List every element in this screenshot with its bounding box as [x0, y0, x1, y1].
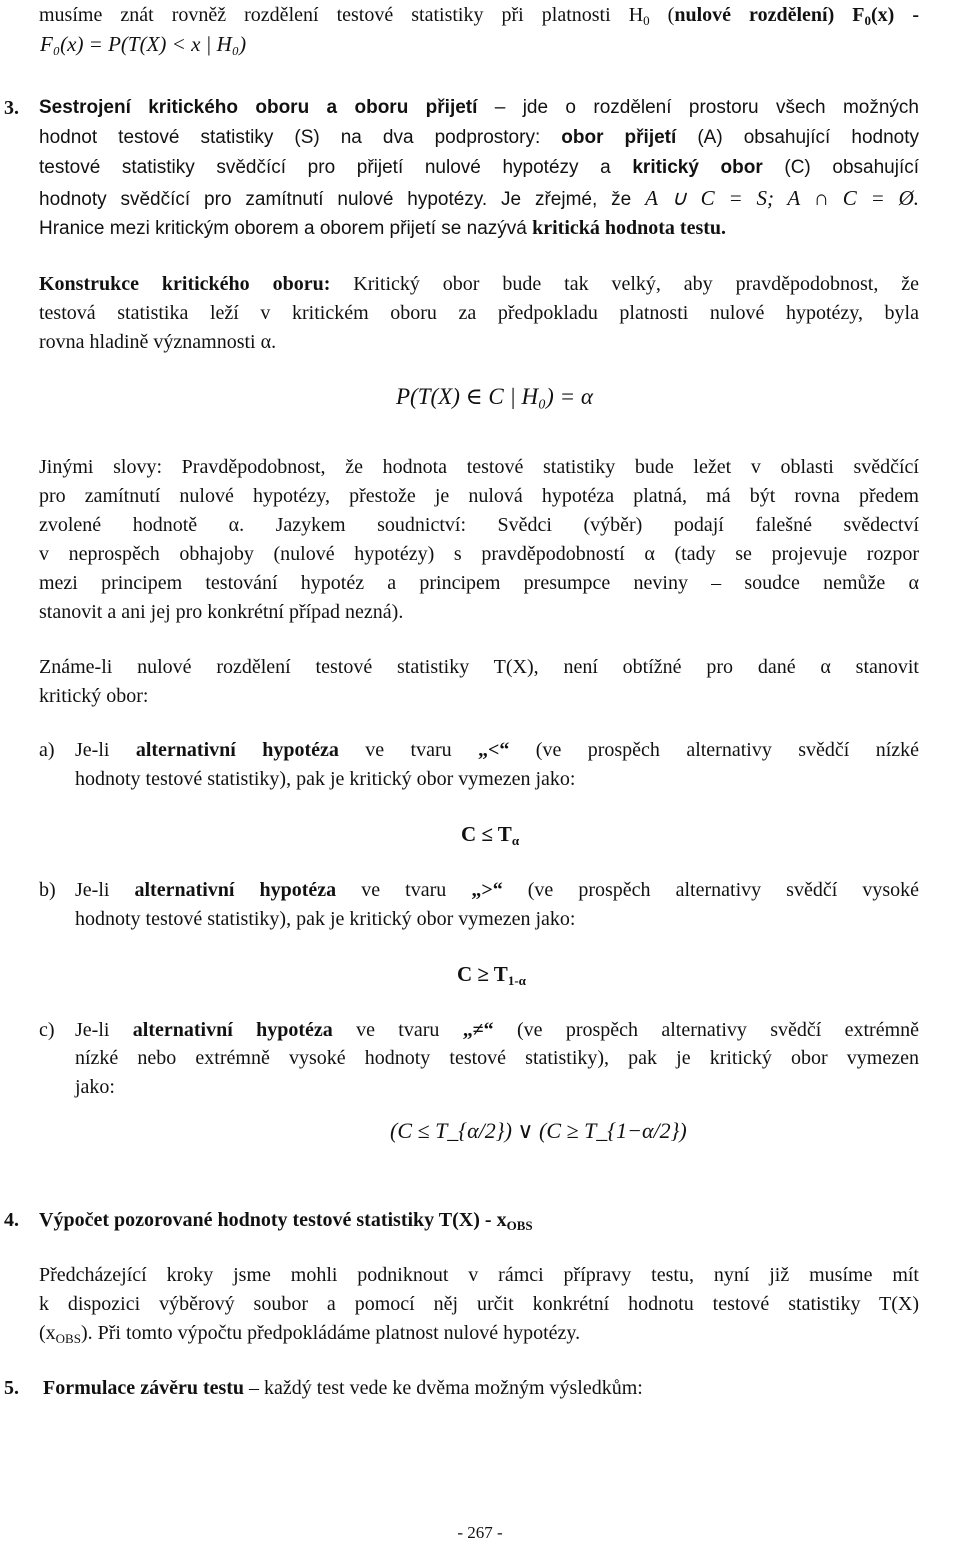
konstrukce-line-3: rovna hladině významnosti α.: [39, 331, 277, 353]
item-c-label: c): [39, 1019, 55, 1041]
jinymi-line-2: pro zamítnutí nulové hypotézy, přestože je nulová hypotéza platná, má být rovna předem: [39, 485, 919, 507]
jinymi-line-5: mezi principem testování hypotéz a principem presumpce neviny – soudce nemůže α: [39, 572, 919, 594]
item-c-line-1: Je-li alternativní hypotéza ve tvaru „≠“ (ve prospěch alternativy svědčí extrémně: [75, 1019, 920, 1041]
section-5-number: 5.: [4, 1377, 19, 1399]
critical-region-formula: P(T(X) ∈ C | H₀) = α: [396, 384, 593, 409]
section-4-line-3: $(x_{OBS})$. Při tomto výpočtu předpokládáme platnost nulové hypotézy.: [39, 1322, 581, 1346]
konstrukce-line-2: testová statistika leží v kritickém oboru za předpokladu platnosti nulové hypotézy, byla: [39, 302, 919, 324]
section-4-line-2: k dispozici výběrový soubor a pomocí něj určit konkrétní hodnotu testové statistiky T(X): [39, 1293, 919, 1315]
section-3-line-3: testové statistiky svědčící pro přijetí nulové hypotézy a kritický obor (C) obsahující: [39, 157, 919, 178]
item-b-formula: $C \ge T_{1-\alpha}$: [457, 962, 526, 988]
null-distribution-formula: F₀(x) = P(T(X) < x | H₀): [40, 32, 247, 56]
item-a-line-2: hodnoty testové statistiky), pak je kritický obor vymezen jako:: [75, 768, 576, 790]
jinymi-line-1: Jinými slovy: Pravděpodobnost, že hodnota testové statistiky bude ležet v oblasti svědčící: [39, 456, 919, 478]
zname-li-line-2: kritický obor:: [39, 685, 149, 707]
item-c-line-3: jako:: [75, 1076, 115, 1098]
jinymi-line-3: zvolené hodnotě α. Jazykem soudnictví: Svědci (výběr) podají falešné svědectví: [39, 514, 919, 536]
section-4-line-1: Předcházející kroky jsme mohli podniknout v rámci přípravy testu, nyní již musíme mít: [39, 1264, 919, 1286]
item-b-line-2: hodnoty testové statistiky), pak je kritický obor vymezen jako:: [75, 908, 576, 930]
jinymi-line-4: v neprospěch obhajoby (nulové hypotézy) s pravděpodobností α (tady se projevuje rozpor: [39, 543, 919, 565]
item-c-formula: (C ≤ T_{α/2}) ∨ (C ≥ T_{1−α/2}): [390, 1118, 687, 1143]
item-a-formula: $C \le T_\alpha$: [461, 822, 520, 848]
intro-line: musíme znát rovněž rozdělení testové statistiky při platnosti $H_0$ (nulové rozdělení) $F_0(x)$ -: [39, 4, 919, 28]
konstrukce-line-1: Konstrukce kritického oboru: Kritický obor bude tak velký, aby pravděpodobnost, že: [39, 273, 919, 295]
item-b-label: b): [39, 879, 56, 901]
section-3-line-2: hodnot testové statistiky (S) na dva podprostory: obor přijetí (A) obsahující hodnoty: [39, 127, 919, 148]
item-b-line-1: Je-li alternativní hypotéza ve tvaru „>“ (ve prospěch alternativy svědčí vysoké: [75, 879, 919, 901]
jinymi-line-6: stanovit a ani jej pro konkrétní případ nezná).: [39, 601, 404, 623]
section-4-title: Výpočet pozorované hodnoty testové statistiky $T(X) - x_{OBS}$: [39, 1209, 533, 1233]
item-a-line-1: Je-li alternativní hypotéza ve tvaru „<“ (ve prospěch alternativy svědčí nízké: [75, 739, 920, 761]
zname-li-line-1: Známe-li nulové rozdělení testové statistiky T(X), není obtížné pro dané α stanovit: [39, 656, 919, 678]
section-3-line-4: hodnoty svědčící pro zamítnutí nulové hypotézy. Je zřejmé, že A ∪ C = S; A ∩ C = Ø.: [39, 186, 919, 210]
section-3-line-5: Hranice mezi kritickým oborem a oborem přijetí se nazývá kritická hodnota testu.: [39, 217, 727, 239]
document-page: musíme znát rovněž rozdělení testové statistiky při platnosti $H_0$ (nulové rozdělení) $F_0(x)$ - F₀(x) = P(T(X) < x | H₀) 3. Sestrojení kritického oboru a oboru přijetí – jde o rozdělení prostoru všech možných hodnot testové statistiky (S) na dva podprostory: obor přijetí (A) obsahující hodnoty testové statistiky svědčící pro přijetí nulové hypotézy a kritický obor (C) obsahující hodnoty svědčící pro zamítnutí nulové hypotézy. Je zřejmé, že A ∪ C = S; A ∩ C = Ø. Hranice mezi kritickým oborem a oborem přijetí se nazývá kritická hodnota testu. Konstrukce kritického oboru: Kritický obor bude tak velký, aby pravděpodobnost, že testová statistika leží v kritickém oboru za předpokladu platnosti nulové hypotézy, byla rovna hladině významnosti α. P(T(X) ∈ C | H₀) = α Jinými slovy: Pravděpodobnost, že hodnota testové statistiky bude ležet v oblasti svědčící pro zamítnutí nulové hypotézy, přestože je nulová hypotéza platná, má být rovna předem zvolené hodnotě α. Jazykem soudnictví: Svědci (výběr) podají falešné svědectví v neprospěch obhajoby (nulové hypotézy) s pravděpodobností α (tady se projevuje rozpor mezi principem testování hypotéz a principem presumpce neviny – soudce nemůže α stanovit a ani jej pro konkrétní případ nezná). Známe-li nulové rozdělení testové statistiky T(X), není obtížné pro dané α stanovit kritický obor: a) Je-li alternativní hypotéza ve tvaru „<“ (ve prospěch alternativy svědčí nízké hodnoty testové statistiky), pak je kritický obor vymezen jako: $C \le T_\alpha$ b) Je-li alternativní hypotéza ve tvaru „>“ (ve prospěch alternativy svědčí vysoké hodnoty testové statistiky), pak je kritický obor vymezen jako: $C \ge T_{1-\alpha}$ c) Je-li alternativní hypotéza ve tvaru „≠“ (ve prospěch alternativy svědčí extrémně nízké nebo extrémně vysoké hodnoty testové statistiky), pak je kritický obor vymezen jako: (C ≤ T_{α/2}) ∨ (C ≥ T_{1−α/2}) 4. Výpočet pozorované hodnoty testové statistiky $T(X) - x_{OBS}$ Předcházející kroky jsme mohli podniknout v rámci přípravy testu, nyní již musíme mít k dispozici výběrový soubor a pomocí něj určit konkrétní hodnotu testové statistiky T(X) $(x_{OBS})$. Při tomto výpočtu předpokládáme platnost nulové hypotézy. 5. Formulace závěru testu – každý test vede ke dvěma možným výsledkům: - 267 -: [0, 0, 960, 1545]
item-c-line-2: nízké nebo extrémně vysoké hodnoty testové statistiky), pak je kritický obor vymezen: [75, 1047, 919, 1069]
item-a-label: a): [39, 739, 55, 761]
section-5-title: Formulace závěru testu – každý test vede ke dvěma možným výsledkům:: [43, 1377, 643, 1399]
section-4-number: 4.: [4, 1209, 19, 1231]
page-number: - 267 -: [457, 1523, 503, 1542]
